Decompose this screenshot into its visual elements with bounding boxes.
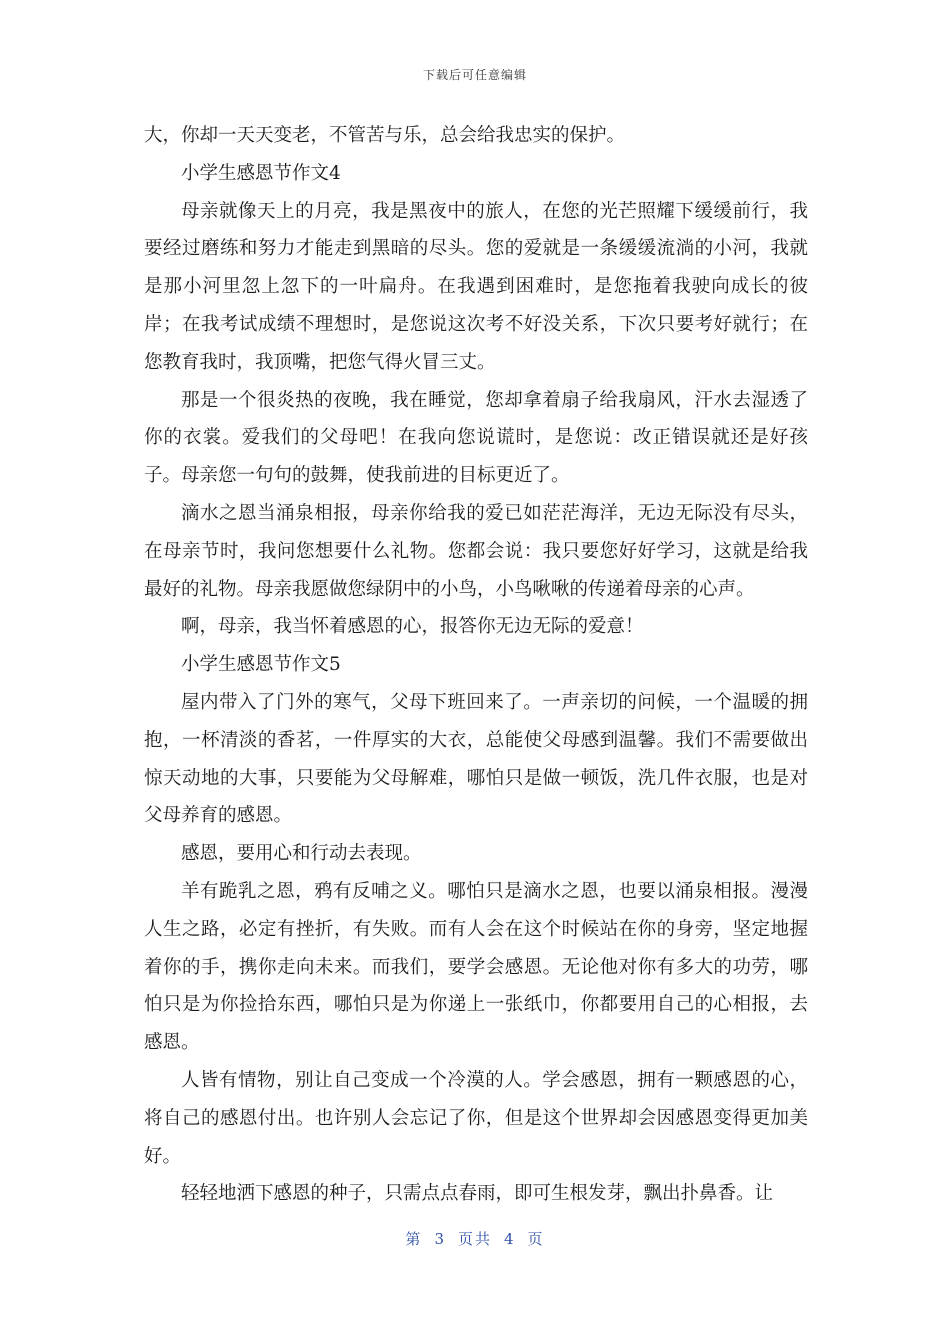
paragraph: 轻轻地洒下感恩的种子，只需点点春雨，即可生根发芽，飘出扑鼻香。让	[181, 1183, 774, 1205]
footer-current-page: 3	[434, 1230, 446, 1248]
paragraph: 滴水之恩当涌泉相报，母亲你给我的爱已如茫茫海洋，无边无际没有尽头，在母亲节时，我问您想要什么礼物。您都会说：我只要您好好学习，这就是给我最好的礼物。母亲我愿做您绿阴中的小鸟，小鸟啾啾的传递着母亲的心声。	[144, 502, 808, 600]
paragraph: 人皆有情物，别让自己变成一个冷漠的人。学会感恩，拥有一颗感恩的心，将自己的感恩付出。也许别人会忘记了你，但是这个世界却会因感恩变得更加美好。	[144, 1069, 808, 1167]
footer-middle: 页共	[457, 1230, 492, 1248]
footer-suffix: 页	[527, 1230, 545, 1248]
paragraph: 感恩，要用心和行动去表现。	[181, 843, 422, 865]
paragraph: 羊有跪乳之恩，鸦有反哺之义。哪怕只是滴水之恩，也要以涌泉相报。漫漫人生之路，必定有挫折，有失败。而有人会在这个时候站在你的身旁，坚定地握着你的手，携你走向未来。而我们，要学会感恩。无论他对你有多大的功劳，哪怕只是为你捡拾东西，哪怕只是为你递上一张纸巾，你都要用自己的心相报，去感恩。	[144, 880, 808, 1054]
section-heading: 小学生感恩节作文5	[181, 654, 341, 676]
section-heading: 小学生感恩节作文4	[181, 162, 341, 184]
paragraph: 屋内带入了门外的寒气，父母下班回来了。一声亲切的问候，一个温暖的拥抱，一杯清淡的香茗，一件厚实的大衣，总能使父母感到温馨。我们不需要做出惊天动地的大事，只要能为父母解难，哪怕只是做一顿饭，洗几件衣服，也是对父母养育的感恩。	[144, 691, 808, 827]
footer-total-pages: 4	[504, 1230, 516, 1248]
page-footer	[0, 1228, 950, 1249]
paragraph: 那是一个很炎热的夜晚，我在睡觉，您却拿着扇子给我扇风，汗水去湿透了你的衣裳。爱我们的父母吧！在我向您说谎时，是您说：改正错误就还是好孩子。母亲您一句句的鼓舞，使我前进的目标更近了。	[144, 389, 808, 487]
paragraph: 大，你却一天天变老，不管苦与乐，总会给我忠实的保护。	[144, 125, 626, 146]
paragraph: 啊，母亲，我当怀着感恩的心，报答你无边无际的爱意！	[181, 616, 644, 638]
page-header: 下载后可任意编辑	[422, 68, 527, 82]
footer-prefix: 第	[405, 1230, 423, 1248]
paragraph: 母亲就像天上的月亮，我是黑夜中的旅人，在您的光芒照耀下缓缓前行，我要经过磨练和努力才能走到黑暗的尽头。您的爱就是一条缓缓流淌的小河，我就是那小河里忽上忽下的一叶扁舟。在我遇到困难时，是您拖着我驶向成长的彼岸；在我考试成绩不理想时，是您说这次考不好没关系，下次只要考好就行；在您教育我时，我顶嘴，把您气得火冒三丈。	[144, 200, 808, 373]
document-body	[144, 117, 808, 1213]
